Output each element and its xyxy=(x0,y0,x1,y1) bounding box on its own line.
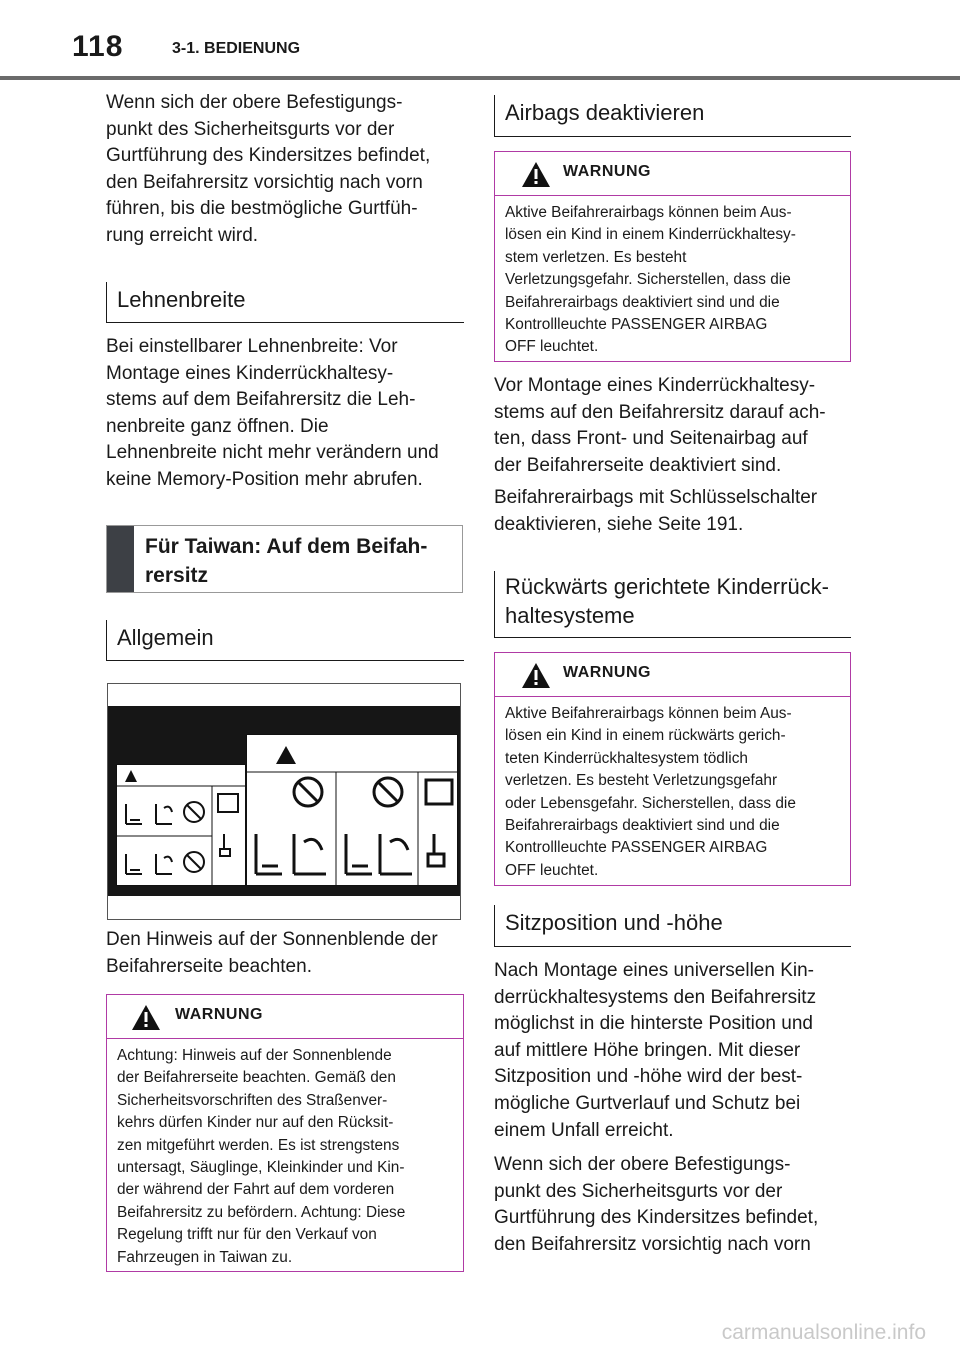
heading-allgemein: Allgemein xyxy=(106,620,464,661)
warning-line: lösen ein Kind in einem Kinderrückhaltesy- xyxy=(505,226,796,244)
warning-line: Aktive Beifahrerairbags können beim Aus- xyxy=(505,705,792,722)
paragraph-line: Nach Montage eines universellen Kin- xyxy=(494,960,815,981)
warning-line: Beifahrerairbags deaktiviert sind und die xyxy=(505,293,780,311)
section-title: 3-1. BEDIENUNG xyxy=(172,40,301,57)
warning-text xyxy=(107,1039,463,1269)
warning-triangle-icon xyxy=(521,161,551,188)
warning-line: der während der Fahrt auf dem vorderen xyxy=(117,1181,395,1199)
warning-title: WARNUNG xyxy=(563,163,651,180)
warning-line: Beifahrerairbags deaktiviert sind und die xyxy=(505,817,780,835)
heading-line: Für Taiwan: Auf dem Beifah- xyxy=(145,535,428,558)
watermark[interactable]: carmanualsonline.info xyxy=(721,1321,926,1344)
heading-bar xyxy=(107,526,134,592)
heading-sitzposition: Sitzposition und -höhe xyxy=(494,905,851,947)
warning-line: Kontrollleuchte PASSENGER AIRBAG xyxy=(505,839,768,857)
paragraph-line: derrückhaltesystems den Beifahrersitz xyxy=(494,986,817,1008)
page-header xyxy=(0,0,960,80)
heading-line: haltesysteme xyxy=(505,603,635,628)
paragraph-line: mögliche Gurtverlauf und Schutz bei xyxy=(494,1092,801,1114)
small-label-graphics xyxy=(116,764,246,886)
warning-line: zen mitgeführt werden. Es ist strengstens xyxy=(117,1136,400,1154)
big-label-panel xyxy=(246,734,458,886)
warning-line: untersagt, Säuglinge, Kleinkinder und Kin- xyxy=(117,1159,405,1177)
warning-header xyxy=(107,995,463,1039)
warning-line: Regelung trifft nur für den Verkauf von xyxy=(117,1226,377,1244)
warning-triangle-icon xyxy=(521,662,551,689)
paragraph-line: Beifahrerairbags mit Schlüsselschalter xyxy=(494,487,818,508)
warning-line: der Beifahrerseite beachten. Gemäß den xyxy=(117,1069,396,1087)
paragraph-line: Lehnenbreite nicht mehr verändern und xyxy=(106,442,439,464)
page-number: 118 xyxy=(72,30,124,63)
paragraph-line: Den Hinweis auf der Sonnenblende der xyxy=(106,929,438,950)
heading-taiwan xyxy=(106,525,463,593)
heading-lehnenbreite: Lehnenbreite xyxy=(106,282,464,323)
warning-box-taiwan xyxy=(106,994,464,1272)
paragraph-line: Sitzposition und -höhe wird der best- xyxy=(494,1066,803,1088)
schluessel-paragraph xyxy=(494,485,854,538)
intro-line: führen, bis die bestmögliche Gurtfüh- xyxy=(106,198,418,220)
heading-line: Rückwärts gerichtete Kinderrück- xyxy=(505,574,830,599)
warning-line: Sicherheitsvorschriften des Straßenver- xyxy=(117,1091,388,1109)
paragraph-line: möglichst in die hinterste Position und xyxy=(494,1013,813,1035)
warning-line: Kontrollleuchte PASSENGER AIRBAG xyxy=(505,316,768,334)
heading-line: rersitz xyxy=(145,564,209,587)
paragraph-line: Bei einstellbarer Lehnenbreite: Vor xyxy=(106,336,398,357)
paragraph-line: punkt des Sicherheitsgurts vor der xyxy=(494,1180,783,1202)
paragraph-line: auf mittlere Höhe bringen. Mit dieser xyxy=(494,1039,801,1061)
final-paragraph xyxy=(494,1152,854,1258)
paragraph-line: nenbreite ganz öffnen. Die xyxy=(106,415,329,437)
warning-box-airbags xyxy=(494,151,851,362)
paragraph-line: stems auf dem Beifahrersitz die Leh- xyxy=(106,389,416,411)
heading-airbags: Airbags deaktivieren xyxy=(494,95,851,137)
sun-visor-label-illustration xyxy=(107,683,461,920)
warning-line: oder Lebensgefahr. Sicherstellen, dass die xyxy=(505,794,796,812)
heading-rueckwaerts xyxy=(494,571,851,638)
paragraph-line: Vor Montage eines Kinderrückhaltesy- xyxy=(494,375,816,396)
sitzposition-paragraph xyxy=(494,958,854,1144)
warning-line: stem verletzen. Es besteht xyxy=(505,248,687,266)
big-label-graphics xyxy=(246,734,458,886)
warning-line: Aktive Beifahrerairbags können beim Aus- xyxy=(505,204,792,221)
intro-line: rung erreicht wird. xyxy=(106,224,259,246)
small-label-panel xyxy=(116,764,246,886)
lehnenbreite-paragraph xyxy=(106,334,464,494)
warning-line: teten Kinderrückhaltesystem tödlich xyxy=(505,749,748,767)
warning-header xyxy=(495,653,850,697)
paragraph-line: Wenn sich der obere Befestigungs- xyxy=(494,1154,791,1175)
warning-title: WARNUNG xyxy=(175,1006,263,1023)
airbags-paragraph xyxy=(494,373,854,479)
header-rule xyxy=(0,76,960,80)
warning-line: OFF leuchtet. xyxy=(505,861,599,879)
paragraph-line: keine Memory-Position mehr abrufen. xyxy=(106,468,423,490)
paragraph-line: den Beifahrersitz vorsichtig nach vorn xyxy=(494,1233,811,1255)
heading-taiwan-text xyxy=(145,532,454,590)
warning-line: OFF leuchtet. xyxy=(505,338,599,356)
intro-line: Gurtführung des Kindersitzes befindet, xyxy=(106,145,431,167)
paragraph-line: deaktivieren, siehe Seite 191. xyxy=(494,513,744,535)
warning-text xyxy=(495,196,850,359)
warning-text xyxy=(495,697,850,882)
paragraph-line: der Beifahrerseite deaktiviert sind. xyxy=(494,454,782,476)
intro-line: punkt des Sicherheitsgurts vor der xyxy=(106,118,395,140)
warning-title: WARNUNG xyxy=(563,664,651,681)
paragraph-line: stems auf den Beifahrersitz darauf ach- xyxy=(494,401,826,423)
intro-paragraph xyxy=(106,90,464,250)
intro-line: Wenn sich der obere Befestigungs- xyxy=(106,92,403,113)
warning-line: Fahrzeugen in Taiwan zu. xyxy=(117,1248,293,1266)
warning-line: lösen ein Kind in einem rückwärts gerich- xyxy=(505,727,786,745)
sun-visor-caption xyxy=(106,927,464,980)
warning-line: Achtung: Hinweis auf der Sonnenblende xyxy=(117,1047,392,1064)
paragraph-line: Gurtführung des Kindersitzes befindet, xyxy=(494,1207,819,1229)
warning-line: verletzen. Es besteht Verletzungsgefahr xyxy=(505,772,778,790)
warning-line: Verletzungsgefahr. Sicherstellen, dass die xyxy=(505,271,791,289)
warning-header xyxy=(495,152,850,196)
warning-box-rueckwaerts xyxy=(494,652,851,886)
paragraph-line: ten, dass Front- und Seitenairbag auf xyxy=(494,428,808,450)
paragraph-line: Beifahrerseite beachten. xyxy=(106,955,312,977)
paragraph-line: einem Unfall erreicht. xyxy=(494,1119,674,1141)
warning-line: Beifahrersitz zu befördern. Achtung: Diese xyxy=(117,1203,406,1221)
warning-line: kehrs dürfen Kinder nur auf den Rücksit- xyxy=(117,1114,394,1132)
warning-triangle-icon xyxy=(131,1004,161,1031)
intro-line: den Beifahrersitz vorsichtig nach vorn xyxy=(106,171,423,193)
paragraph-line: Montage eines Kinderrückhaltesy- xyxy=(106,362,394,384)
